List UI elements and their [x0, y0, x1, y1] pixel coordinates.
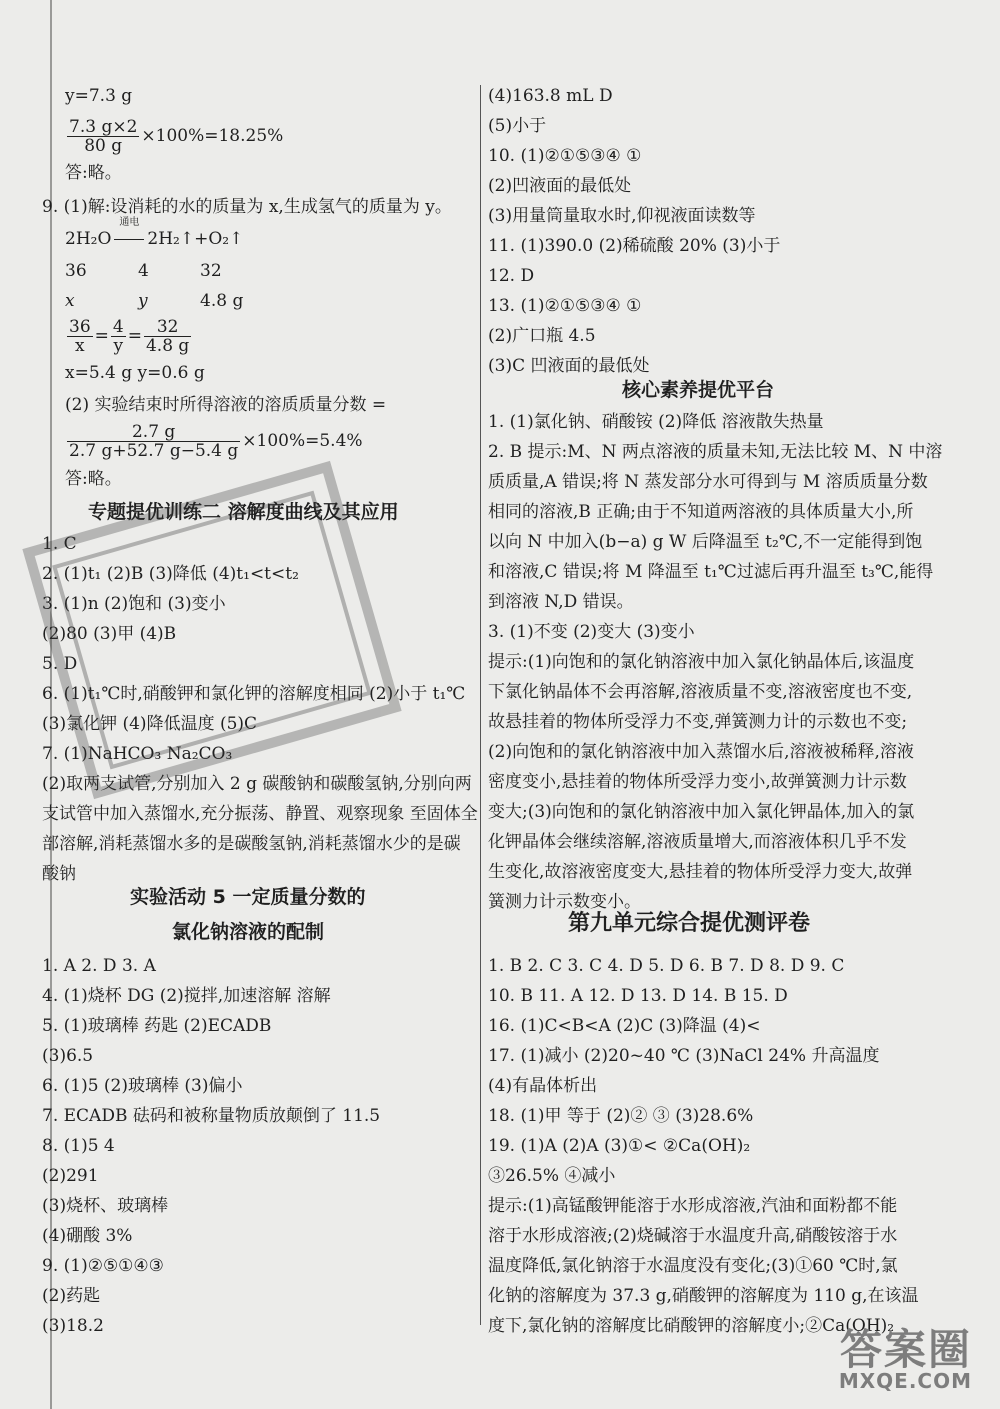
- left-line: (4)硼酸 3%: [42, 1226, 133, 1246]
- left-line: x=5.4 g y=0.6 g: [65, 363, 205, 383]
- left-line: 答:略。: [65, 469, 122, 489]
- right-line: 17. (1)减小 (2)20~40 ℃ (3)NaCl 24% 升高温度: [488, 1046, 880, 1066]
- fraction-numerator: 36: [69, 317, 91, 337]
- section-heading: 实验活动 5 一定质量分数的: [130, 886, 366, 908]
- right-line: 3. (1)不变 (2)变大 (3)变小: [488, 622, 695, 642]
- fraction-numerator: 32: [144, 318, 191, 337]
- left-line: (3)6.5: [42, 1046, 94, 1066]
- right-line: (5)小于: [488, 116, 547, 136]
- right-line: 下氯化钠晶体不会再溶解,溶液质量不变,溶液密度也不变,: [488, 682, 913, 702]
- ratio-row: 4: [138, 261, 149, 281]
- right-line: 10. (1)②①⑤③④ ①: [488, 146, 642, 166]
- right-line: 和溶液,C 错误;将 M 降温至 t₁℃过滤后再升温至 t₃℃,能得: [488, 562, 934, 582]
- left-line: 支试管中加入蒸馏水,充分振荡、静置、观察现象 至固体全: [42, 804, 478, 824]
- left-line: (3)氯化钾 (4)降低温度 (5)C: [42, 714, 258, 734]
- ratio-row: 32: [200, 261, 222, 281]
- equation-reactants: 2H₂O: [65, 229, 112, 249]
- column-divider: [480, 85, 481, 1325]
- left-line: (2)药匙: [42, 1286, 101, 1306]
- fraction-numerator: 4: [112, 317, 124, 337]
- left-line: 8. (1)5 4: [42, 1136, 115, 1156]
- left-line: 3. (1)n (2)饱和 (3)变小: [42, 594, 226, 614]
- right-line: (3)用量筒量取水时,仰视液面读数等: [488, 206, 756, 226]
- ratio-row: 4.8 g: [200, 291, 244, 311]
- left-line: (3)18.2: [42, 1316, 104, 1336]
- fraction: [111, 318, 126, 355]
- right-line: (4)有晶体析出: [488, 1076, 598, 1096]
- right-line: 12. D: [488, 266, 535, 286]
- section-heading: 专题提优训练二 溶解度曲线及其应用: [88, 501, 399, 523]
- right-line: 以向 N 中加入(b−a) g W 后降温至 t₂℃,不一定能得到饱: [488, 532, 923, 552]
- left-line: 9. (1)解:设消耗的水的质量为 x,生成氢气的质量为 y。: [42, 197, 452, 217]
- left-line: 4. (1)烧杯 DG (2)搅拌,加速溶解 溶解: [42, 986, 331, 1006]
- right-line: 度下,氯化钠的溶解度比硝酸钾的溶解度小;②Ca(OH)₂: [488, 1316, 895, 1336]
- watermark-url: MXQE.COM: [838, 1369, 972, 1393]
- right-line: (2)凹液面的最低处: [488, 176, 632, 196]
- reaction-condition: [114, 217, 144, 250]
- right-line: 1. B 2. C 3. C 4. D 5. D 6. B 7. D 8. D 9. C: [488, 956, 845, 976]
- fraction: [144, 318, 191, 355]
- right-line: 密度变小,悬挂着的物体所受浮力变小,故弹簧测力计示数: [488, 772, 907, 792]
- fraction-numerator: 2.7 g: [67, 423, 240, 442]
- fraction-denominator: 4.8 g: [145, 336, 190, 356]
- fraction: [67, 318, 93, 355]
- fraction-numerator: 7.3 g×2: [69, 117, 138, 137]
- fraction: [67, 118, 139, 155]
- formula-tail: ×100%=18.25%: [141, 126, 284, 146]
- left-line: 2. (1)t₁ (2)B (3)降低 (4)t₁<t<t₂: [42, 564, 299, 584]
- left-line: (2)80 (3)甲 (4)B: [42, 624, 177, 644]
- left-line: 1. C: [42, 534, 77, 554]
- right-line: 故悬挂着的物体所受浮力不变,弹簧测力计的示数也不变;: [488, 712, 908, 732]
- right-line: 化钾晶体会继续溶解,溶液质量增大,而溶液体积几乎不发: [488, 832, 907, 852]
- right-line: 提示:(1)高锰酸钾能溶于水形成溶液,汽油和面粉都不能: [488, 1196, 898, 1216]
- right-line: 11. (1)390.0 (2)稀硫酸 20% (3)小于: [488, 236, 781, 256]
- section-heading: 核心素养提优平台: [622, 379, 775, 401]
- right-line: 簧测力计示数变小。: [488, 892, 641, 912]
- left-line: 部溶解,消耗蒸馏水多的是碳酸氢钠,消耗蒸馏水少的是碳: [42, 834, 461, 854]
- left-line: 9. (1)②⑤①④③: [42, 1256, 164, 1276]
- right-line: 相同的溶液,B 正确;由于不知道两溶液的具体质量大小,所: [488, 502, 914, 522]
- percent-formula: [65, 118, 283, 155]
- right-line: (2)向饱和的氯化钠溶液中加入蒸馏水后,溶液被稀释,溶液: [488, 742, 914, 762]
- site-watermark: [782, 1317, 982, 1399]
- right-line: 13. (1)②①⑤③④ ①: [488, 296, 642, 316]
- right-line: (2)广口瓶 4.5: [488, 326, 596, 346]
- chemical-equation: [65, 217, 244, 250]
- right-line: 提示:(1)向饱和的氯化钠溶液中加入氯化钠晶体后,该温度: [488, 652, 915, 672]
- right-line: 生变化,故溶液密度变大,悬挂着的物体所受浮力变大,故弹: [488, 862, 913, 882]
- percent-formula: [65, 423, 363, 460]
- left-line: (3)烧杯、玻璃棒: [42, 1196, 169, 1216]
- right-line: 19. (1)A (2)A (3)①< ②Ca(OH)₂: [488, 1136, 751, 1156]
- left-line: 答:略。: [65, 163, 122, 183]
- left-line: (2) 实验结束时所得溶液的溶质质量分数 =: [65, 395, 387, 415]
- right-line: 1. (1)氯化钠、硝酸铵 (2)降低 溶液散失热量: [488, 412, 824, 432]
- left-line: y=7.3 g: [65, 86, 133, 106]
- right-line: 温度降低,氯化钠溶于水温度没有变化;(3)①60 ℃时,氯: [488, 1256, 898, 1276]
- fraction-denominator: x: [75, 336, 85, 356]
- right-line: 10. B 11. A 12. D 13. D 14. B 15. D: [488, 986, 788, 1006]
- left-line: 7. (1)NaHCO₃ Na₂CO₃: [42, 744, 233, 764]
- ratio-row: x: [65, 291, 75, 311]
- stamp-overlay: [22, 461, 401, 799]
- left-line: (2)取两支试管,分别加入 2 g 碳酸钠和碳酸氢钠,分别向两: [42, 774, 472, 794]
- right-line: 2. B 提示:M、N 两点溶液的质量未知,无法比较 M、N 中溶: [488, 442, 943, 462]
- proportion: $\frac{36}{x}$ = $\frac{4}{y}$ = $\frac{32}{4.8 g}$: [69, 317, 190, 356]
- fraction-denominator: y: [113, 336, 124, 356]
- section-heading: 氯化钠溶液的配制: [172, 921, 325, 943]
- left-line: 7. ECADB 砝码和被称量物质放颠倒了 11.5: [42, 1106, 381, 1126]
- right-line: 溶于水形成溶液;(2)烧碱溶于水温度升高,硝酸铵溶于水: [488, 1226, 898, 1246]
- right-line: 变大;(3)向饱和的氯化钠溶液中加入氯化钾晶体,加入的氯: [488, 802, 915, 822]
- formula-tail: ×100%=5.4%: [242, 431, 363, 451]
- left-line: 6. (1)t₁℃时,硝酸钾和氯化钾的溶解度相同 (2)小于 t₁℃: [42, 684, 466, 704]
- section-heading: 第九单元综合提优测评卷: [568, 911, 811, 936]
- right-line: (3)C 凹液面的最低处: [488, 356, 650, 376]
- condition-label: 通电: [119, 217, 140, 228]
- left-line: 5. D: [42, 654, 78, 674]
- equation-products: 2H₂↑+O₂↑: [147, 229, 244, 249]
- stamp-inner-border: [52, 491, 372, 770]
- ratio-row: 36: [65, 261, 87, 281]
- left-line: 1. A 2. D 3. A: [42, 956, 156, 976]
- left-line: 6. (1)5 (2)玻璃棒 (3)偏小: [42, 1076, 243, 1096]
- right-line: 质质量,A 错误;将 N 蒸发部分水可得到与 M 溶质质量分数: [488, 472, 928, 492]
- right-line: 化钠的溶解度为 37.3 g,硝酸钾的溶解度为 110 g,在该温: [488, 1286, 919, 1306]
- right-line: 到溶液 N,D 错误。: [488, 592, 634, 612]
- fraction-denominator: 80 g: [84, 136, 123, 156]
- watermark-logo-text: 答案圈: [839, 1325, 972, 1374]
- right-line: 18. (1)甲 等于 (2)② ③ (3)28.6%: [488, 1106, 754, 1126]
- fraction: [67, 423, 240, 460]
- left-line: 5. (1)玻璃棒 药匙 (2)ECADB: [42, 1016, 272, 1036]
- right-line: 16. (1)C<B<A (2)C (3)降温 (4)<: [488, 1016, 761, 1036]
- right-line: ③26.5% ④减小: [488, 1166, 616, 1186]
- left-line: (2)291: [42, 1166, 99, 1186]
- right-line: (4)163.8 mL D: [488, 86, 613, 106]
- fraction-denominator: 2.7 g+52.7 g−5.4 g: [69, 441, 239, 461]
- ratio-row: y: [138, 291, 148, 311]
- left-line: 酸钠: [42, 864, 76, 884]
